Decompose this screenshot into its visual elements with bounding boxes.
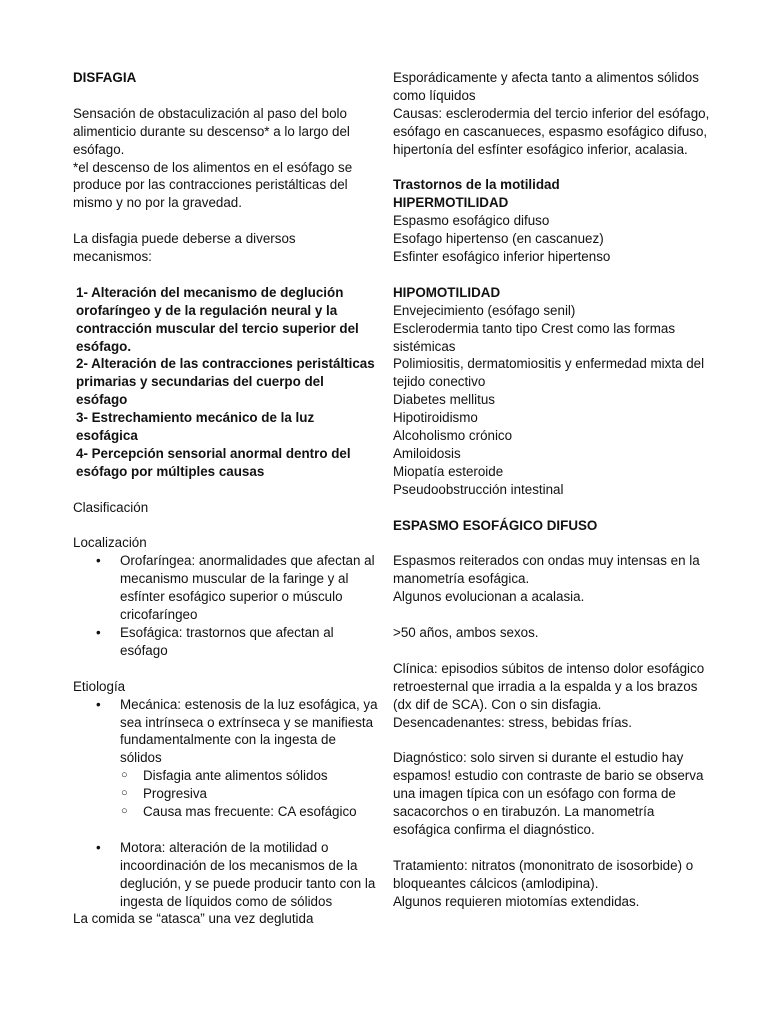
hypermotility-heading: HIPERMOTILIDAD [393, 195, 509, 211]
bullet-icon: • [96, 625, 101, 641]
mechanisms-intro: La disfagia puede deberse a diversos mecanismos: [73, 231, 296, 265]
list-item: Hipotiroidismo [393, 410, 478, 426]
list-item: Esclerodermia tanto tipo Crest como las formas sistémicas [393, 320, 676, 354]
list-item: Esfinter esofágico inferior hipertenso [393, 249, 611, 265]
sub-list-item [120, 785, 378, 803]
list-item: Miopatía esteroide [393, 463, 504, 479]
location-list [73, 552, 378, 659]
document-title: DISFAGIA [73, 70, 137, 85]
bullet-icon: • [96, 839, 101, 855]
sub-list-item [120, 767, 378, 785]
list-item: Envejecimiento (esófago senil) [393, 302, 576, 318]
mechanism-item: 3- Estrechamiento mecánico de la luz esofágica [76, 410, 315, 444]
location-heading: Localización [73, 535, 147, 551]
motor-note: La comida se “atasca” una vez deglutida [73, 911, 314, 927]
etiology-heading: Etiología [73, 678, 126, 694]
list-item: Amiloidosis [393, 446, 461, 461]
mechanisms-list [73, 284, 378, 481]
etiology-list-motor [73, 839, 378, 911]
bullet-icon: • [96, 553, 101, 569]
motility-heading: Trastornos de la motilidad [393, 177, 560, 193]
bullet-icon: • [96, 696, 101, 712]
list-item-text: Esofágica: trastornos que afectan al esófago [120, 625, 334, 658]
mechanism-item: 2- Alteración de las contracciones peristálticas primarias y secundarias del cuerpo del esófago [76, 356, 375, 408]
list-item: Alcoholismo crónico [393, 428, 513, 444]
circle-bullet-icon: ○ [121, 787, 128, 800]
list-item [73, 624, 378, 660]
etiology-list [73, 696, 378, 821]
list-item-text: Motora: alteración de la motilidad o incoordinación de los mecanismos de la deglución, y se puede producir tanto con la ingesta de líquidos como de sólidos [120, 839, 376, 909]
circle-bullet-icon: ○ [121, 805, 128, 818]
treatment-text: Tratamiento: nitratos (mononitrato de isosorbide) o bloqueantes cálcicos (amlodipina). [393, 857, 694, 891]
demographics-text: >50 años, ambos sexos. [393, 625, 539, 641]
triggers-text: Desencadenantes: stress, bebidas frías. [393, 714, 632, 730]
list-item: Polimiositis, dermatomiositis y enfermedad mixta del tejido conectivo [393, 356, 705, 390]
list-item [73, 552, 378, 624]
mechanism-item: 4- Percepción sensorial anormal dentro del esófago por múltiples causas [76, 445, 351, 479]
list-item-text: Mecánica: estenosis de la luz esofágica, ya sea intrínseca o extrínseca y se manifiesta fundamentalmente con la ingesta de sólidos [120, 696, 378, 766]
sub-list [120, 767, 378, 821]
spasm-evolution: Algunos evolucionan a acalasia. [393, 589, 585, 605]
left-column [73, 69, 378, 928]
list-item-text: Orofaríngea: anormalidades que afectan al mecanismo muscular de la faringe y al esfínter esofágico superior o músculo cricofaríngeo [120, 553, 375, 623]
list-item: Diabetes mellitus [393, 392, 495, 408]
sub-list-item-text: Progresiva [143, 786, 208, 802]
hypomotility-heading: HIPOMOTILIDAD [393, 284, 501, 300]
list-item [73, 839, 378, 911]
list-item [73, 696, 378, 821]
sub-list-item [120, 803, 378, 821]
circle-bullet-icon: ○ [121, 769, 128, 782]
list-item: Espasmo esofágico difuso [393, 213, 550, 229]
spasm-heading: ESPASMO ESOFÁGICO DIFUSO [393, 517, 598, 533]
diagnosis-text: Diagnóstico: solo sirven si durante el estudio hay espamos! estudio con contraste de bario se observa una imagen típica con un esófago con forma de sacacorchos o en tirabuzón. La manometría esofágica confirma el diagnóstico. [393, 750, 704, 837]
definition-text: Sensación de obstaculización al paso del bolo alimenticio durante su descenso* a lo largo del esófago. [73, 105, 350, 157]
spasm-description: Espasmos reiterados con ondas muy intensas en la manometría esofágica. [393, 553, 700, 587]
list-item: Pseudoobstrucción intestinal [393, 481, 564, 497]
classification-heading: Clasificación [73, 499, 149, 515]
treatment-note: Algunos requieren miotomías extendidas. [393, 893, 640, 909]
right-column [393, 69, 711, 910]
footnote-text: *el descenso de los alimentos en el esófago se produce por las contracciones peristálticas del mismo y no por la gravedad. [73, 159, 353, 211]
list-item: Esofago hipertenso (en cascanuez) [393, 231, 604, 247]
clinic-text: Clínica: episodios súbitos de intenso dolor esofágico retroesternal que irradia a la espalda y a los brazos (dx dif de SCA). Con o sin disfagia. [393, 660, 705, 712]
sub-list-item-text: Disfagia ante alimentos sólidos [143, 768, 328, 784]
motor-continuation: Esporádicamente y afecta tanto a alimentos sólidos como líquidos [393, 70, 699, 103]
sub-list-item-text: Causa mas frecuente: CA esofágico [143, 804, 357, 820]
causes-text: Causas: esclerodermia del tercio inferior del esófago, esófago en cascanueces, espasmo esofágico difuso, hipertonía del esfínter esofágico inferior, acalasia. [393, 105, 710, 157]
mechanism-item: 1- Alteración del mecanismo de deglución orofaríngeo y de la regulación neural y la contracción muscular del tercio superior del esófago. [76, 284, 359, 354]
